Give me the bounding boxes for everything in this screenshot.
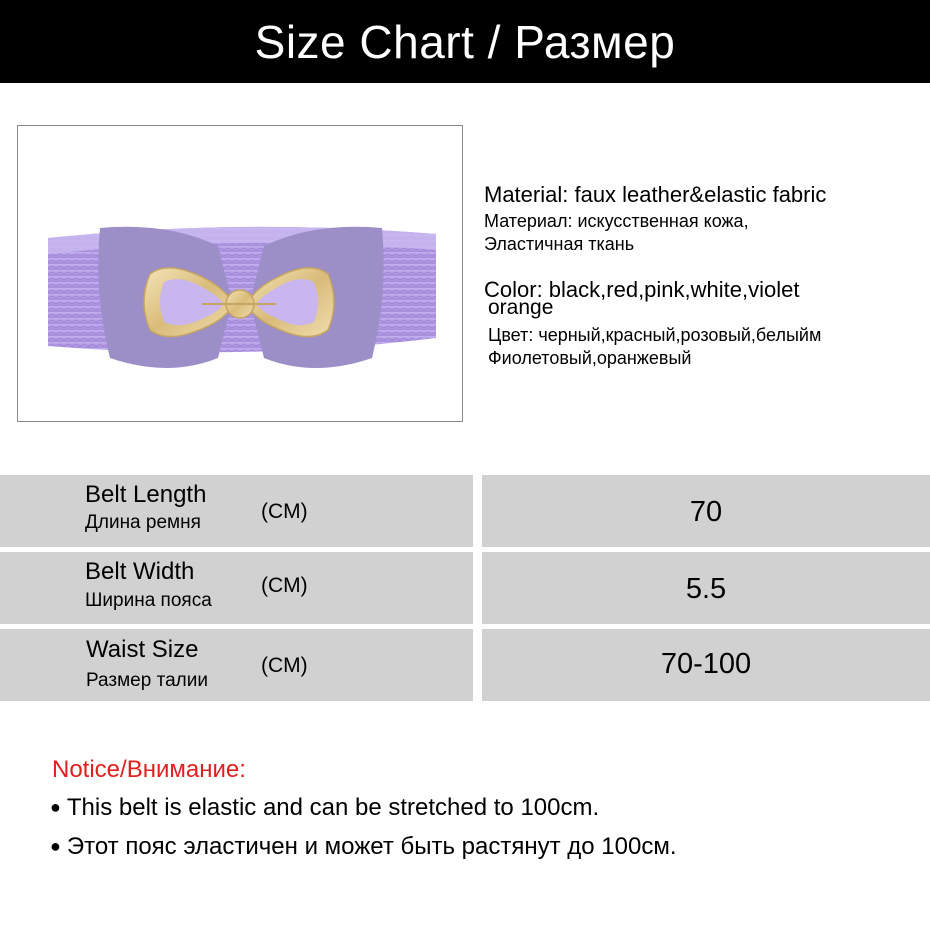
row-label-en: Belt Length — [85, 481, 207, 508]
color-ru-line1: Цвет: черный,красный,розовый,белыйм — [488, 325, 822, 345]
belt-illustration — [18, 126, 464, 423]
product-image — [17, 125, 463, 422]
row-label-ru: Размер талии — [86, 670, 208, 691]
material-ru-line2: Эластичная ткань — [484, 234, 635, 254]
page-title: Size Chart / Размер — [254, 15, 676, 68]
row-label-en: Belt Width — [85, 558, 195, 585]
notice-title: Notice/Внимание: — [52, 756, 246, 783]
notice-line-en — [50, 794, 599, 822]
row-unit: (CM) — [261, 654, 308, 677]
table-row-waist-size-label — [0, 629, 473, 701]
material-en: Material: faux leather&elastic fabric — [484, 182, 827, 207]
material-ru-line1: Материал: искусственная кожа, — [484, 211, 749, 231]
row-unit: (CM) — [261, 500, 308, 523]
table-row-belt-width-label — [0, 552, 473, 624]
row-value: 70 — [689, 496, 723, 528]
notice-line-ru — [50, 833, 676, 861]
bullet-icon: ● — [50, 836, 61, 856]
row-value: 70-100 — [660, 648, 752, 680]
row-label-en: Waist Size — [86, 636, 199, 663]
bullet-icon: ● — [50, 797, 61, 817]
row-value: 5.5 — [685, 573, 727, 605]
row-label-ru: Длина ремня — [85, 512, 201, 533]
table-row-belt-length-label — [0, 475, 473, 547]
color-ru-line2: Фиолетовый,оранжевый — [488, 348, 692, 368]
notice-text-en: This belt is elastic and can be stretched to 100cm. — [66, 794, 600, 821]
row-label-ru: Ширина пояса — [85, 590, 212, 611]
color-en-line1: Color: black,red,pink,white,violet — [484, 277, 800, 302]
table-row-belt-length-value — [482, 475, 930, 547]
header-bar — [0, 0, 930, 83]
table-row-belt-width-value — [482, 552, 930, 624]
notice-text-ru: Этот пояс эластичен и может быть растянут до 100см. — [66, 833, 677, 860]
table-row-waist-size-value — [482, 629, 930, 701]
color-en-line2: orange — [488, 296, 554, 319]
row-unit: (CM) — [261, 574, 308, 597]
